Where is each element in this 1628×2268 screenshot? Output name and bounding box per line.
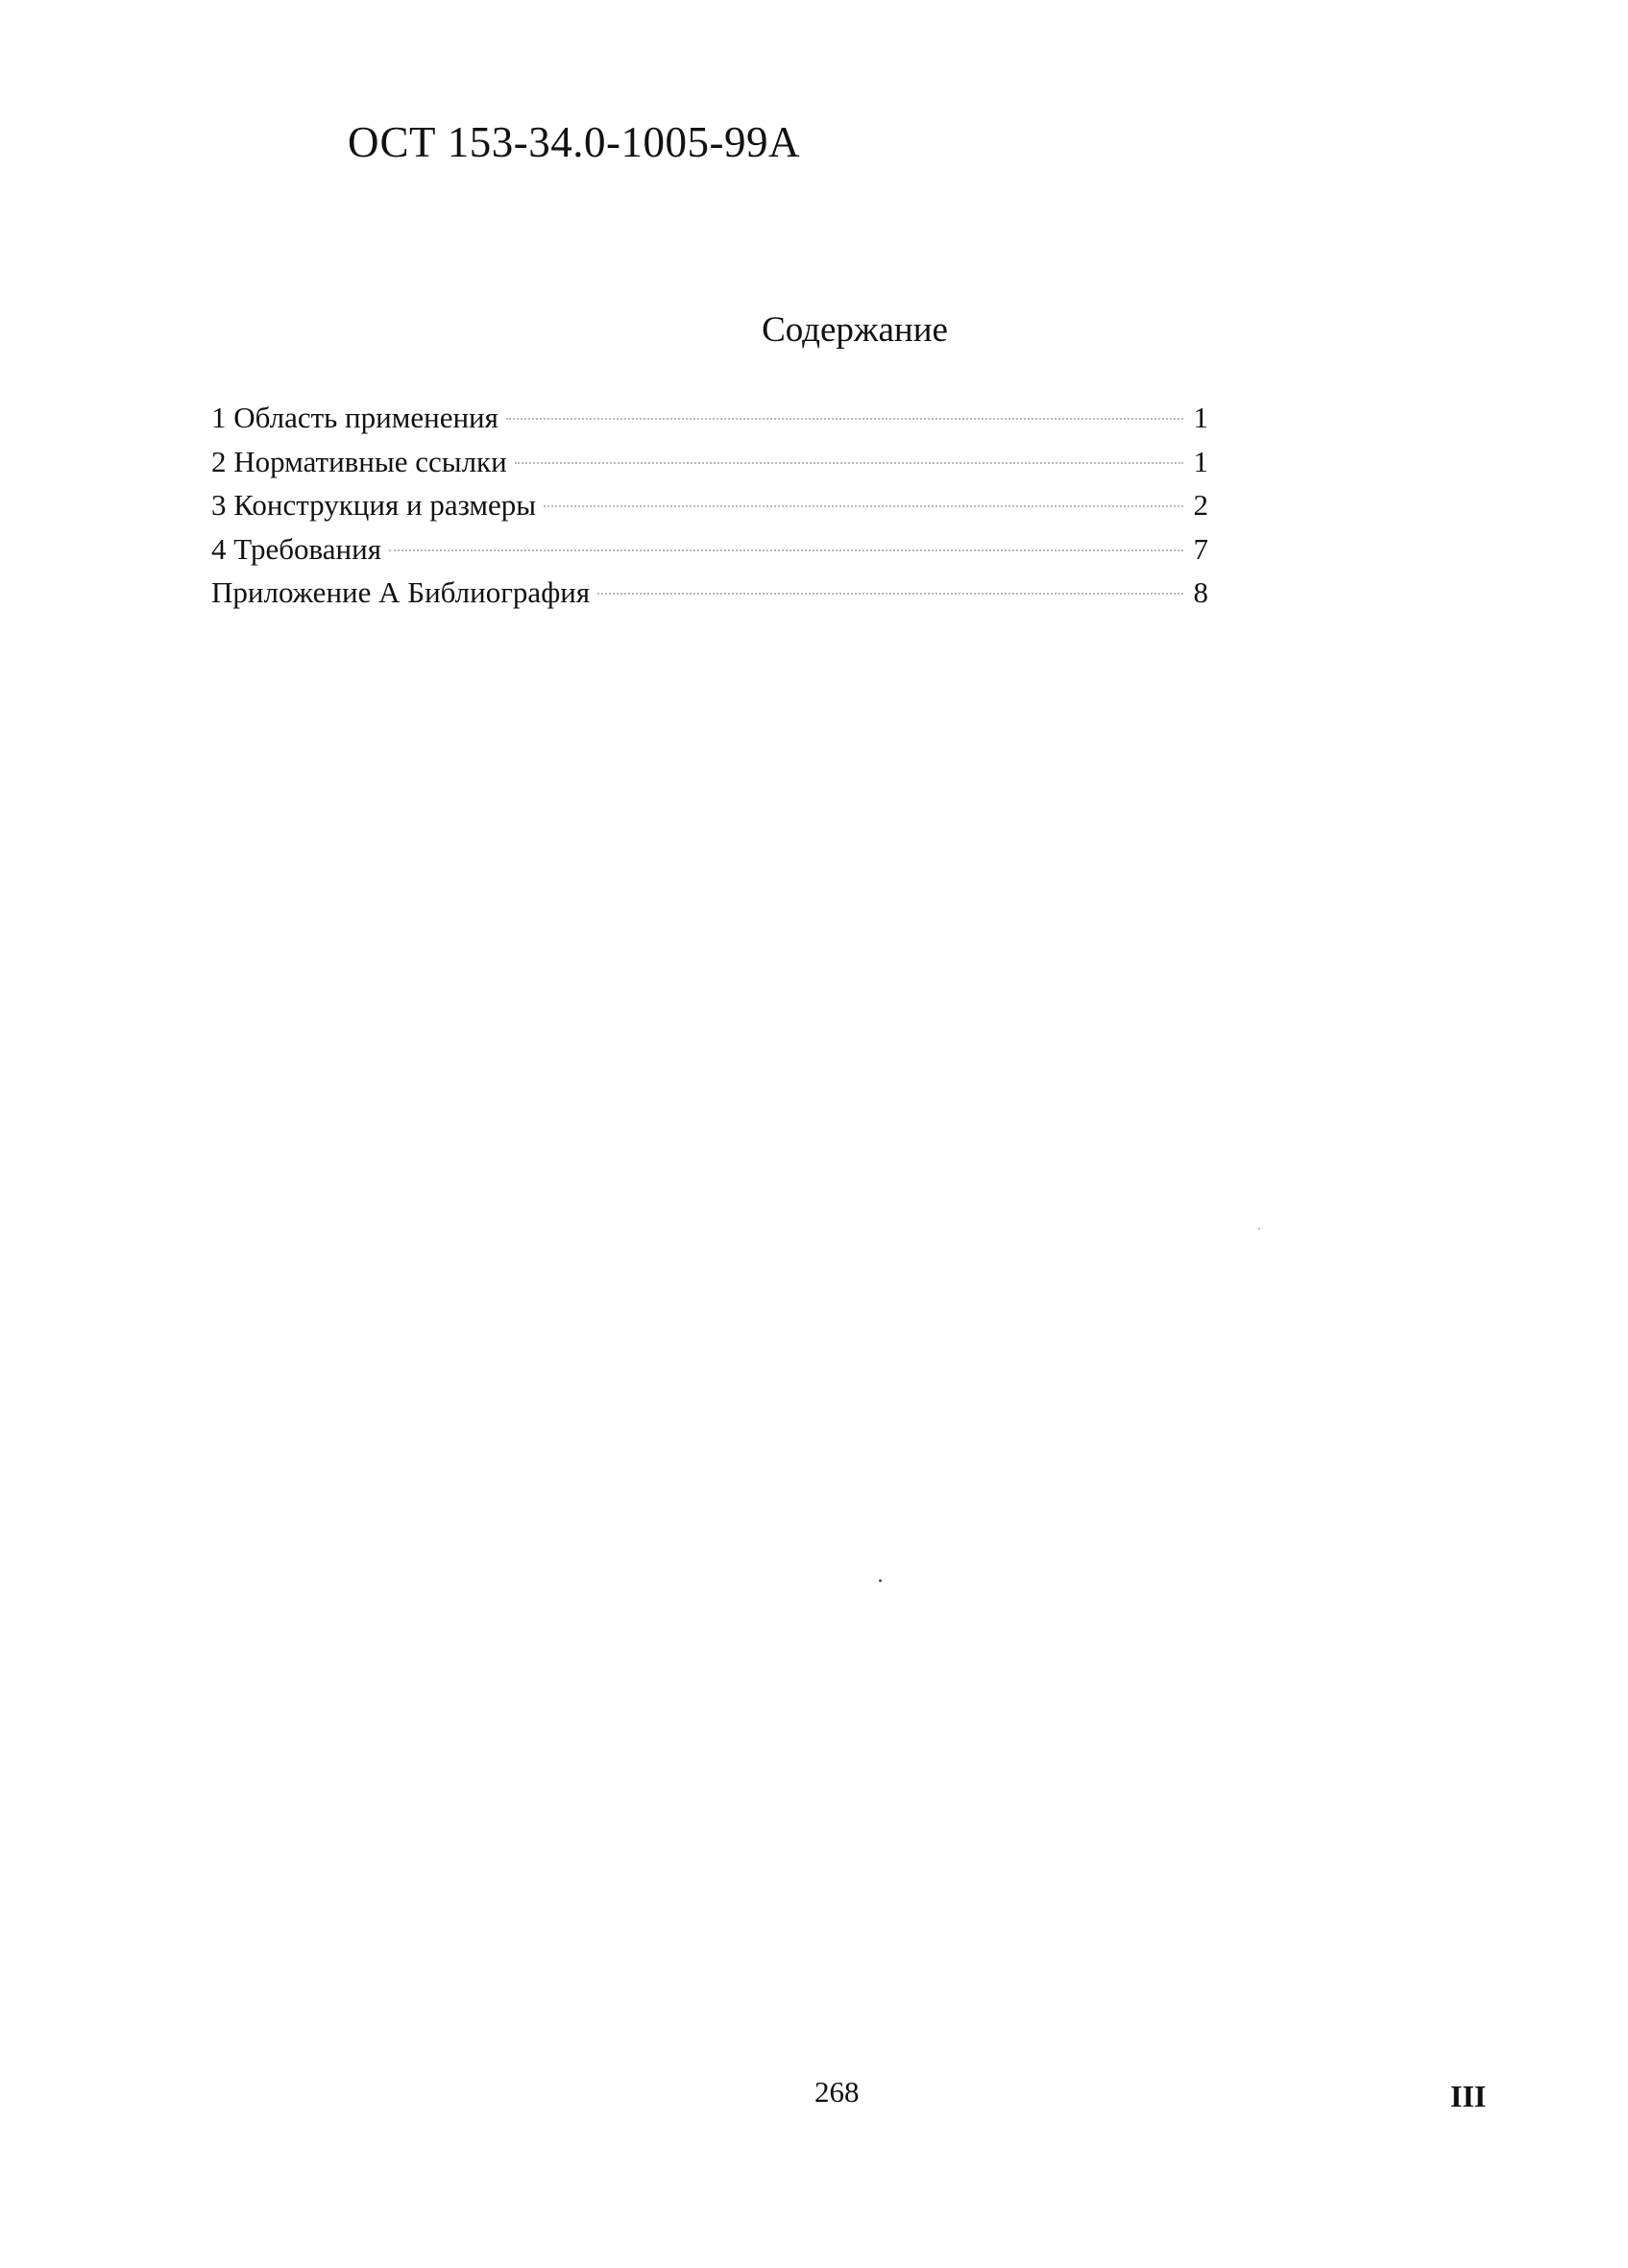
toc-entry-page: 1 — [1193, 401, 1208, 434]
toc-entry[interactable] — [211, 527, 1208, 572]
toc-entry-page: 8 — [1193, 575, 1208, 609]
page-number: 268 — [814, 2075, 860, 2109]
toc-dot-leader — [389, 549, 1183, 551]
toc-entry-label: 1 Область применения — [211, 401, 498, 434]
toc-entry-page: 1 — [1193, 444, 1208, 478]
scan-speck — [1258, 1228, 1260, 1230]
table-of-contents — [211, 396, 1208, 615]
document-code: ОСТ 153-34.0-1005-99А — [348, 118, 801, 166]
toc-dot-leader — [544, 505, 1183, 507]
toc-entry[interactable] — [211, 396, 1208, 440]
toc-title: Содержание — [762, 310, 948, 350]
toc-entry-label: Приложение А Библиография — [211, 575, 591, 609]
scan-speck — [879, 1579, 882, 1582]
toc-entry-label: 3 Конструкция и размеры — [211, 488, 537, 522]
toc-dot-leader — [515, 462, 1183, 464]
toc-entry[interactable] — [211, 440, 1208, 484]
toc-dot-leader — [597, 593, 1183, 595]
toc-entry-label: 2 Нормативные ссылки — [211, 444, 507, 478]
roman-page-number: III — [1450, 2079, 1487, 2113]
toc-entry[interactable] — [211, 571, 1208, 615]
toc-dot-leader — [506, 418, 1183, 420]
toc-entry-page: 7 — [1193, 531, 1208, 566]
toc-entry[interactable] — [211, 483, 1208, 527]
toc-entry-page: 2 — [1193, 488, 1208, 522]
toc-entry-label: 4 Требования — [211, 531, 381, 566]
